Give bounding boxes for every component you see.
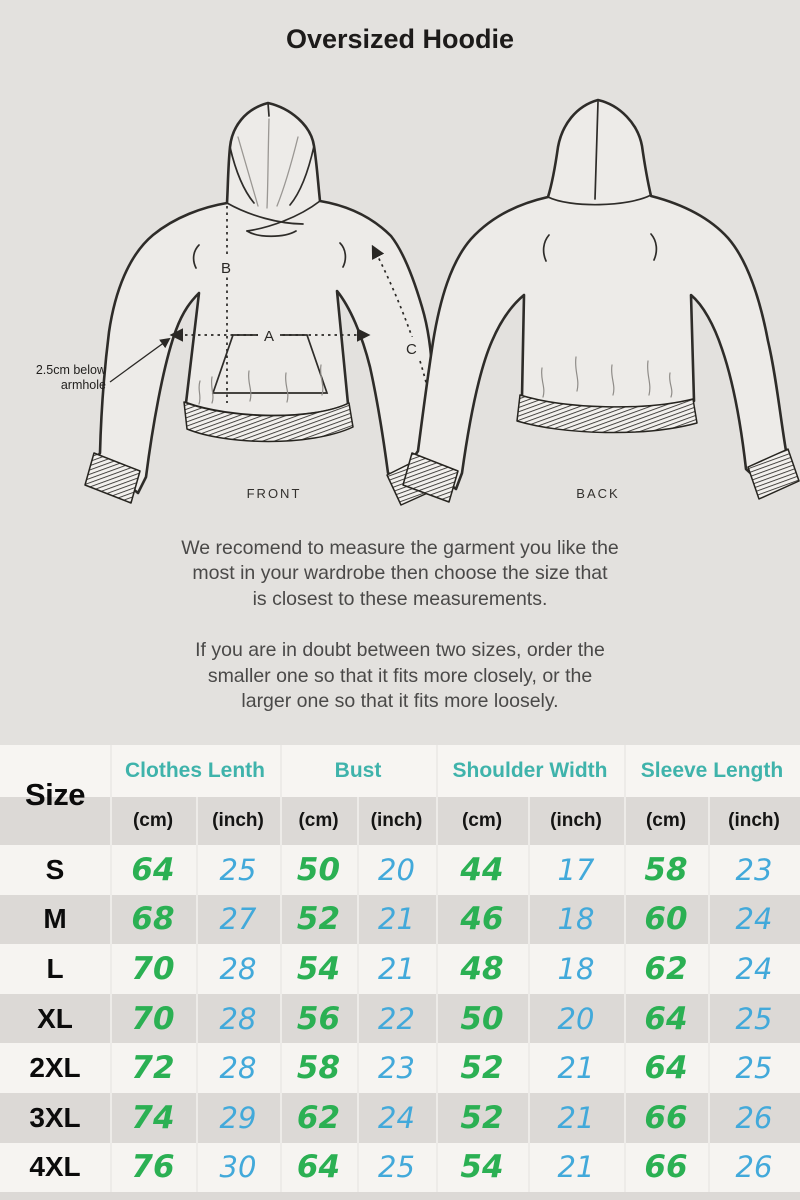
size-value-cell: 20: [357, 845, 436, 895]
back-view-label: BACK: [576, 486, 620, 501]
size-value-cell: 64: [110, 845, 196, 895]
back-hoodie-drawing: [403, 100, 799, 502]
size-value-cell: 21: [357, 944, 436, 994]
size-row-4xl: [0, 1143, 800, 1193]
size-value-cell: 24: [708, 895, 800, 945]
measure-label-c: C: [406, 341, 417, 358]
front-hoodie-drawing: [85, 103, 441, 505]
unit-header-cm: (cm): [624, 797, 708, 845]
size-value-cell: 68: [110, 895, 196, 945]
size-value-cell: 52: [436, 1093, 528, 1143]
size-value-cell: 50: [280, 845, 357, 895]
size-row-label: 2XL: [29, 1052, 81, 1084]
unit-header-inch: (inch): [196, 797, 280, 845]
size-value-cell: 46: [436, 895, 528, 945]
size-value-cell: 29: [196, 1093, 280, 1143]
instruction-line: most in your wardrobe then choose the size that: [192, 562, 608, 585]
size-value-cell: 74: [110, 1093, 196, 1143]
size-value-cell: 28: [196, 944, 280, 994]
size-row-label: S: [45, 853, 65, 885]
instruction-paragraph-1: [0, 536, 800, 612]
size-value-cell: 64: [624, 994, 708, 1044]
size-row-xl: [0, 994, 800, 1044]
annotation-line-1: 2.5cm below: [35, 363, 106, 377]
size-row-m: [0, 895, 800, 945]
column-group-clothes-length: Clothes Lenth: [110, 745, 280, 797]
size-row-s: [0, 845, 800, 895]
size-value-cell: 20: [528, 994, 624, 1044]
size-value-cell: 64: [624, 1043, 708, 1093]
size-value-cell: 70: [110, 994, 196, 1044]
size-value-cell: 58: [280, 1043, 357, 1093]
size-row-label: 3XL: [29, 1101, 81, 1133]
size-value-cell: 25: [708, 1043, 800, 1093]
size-value-cell: 21: [357, 895, 436, 945]
unit-header-cm: (cm): [280, 797, 357, 845]
size-value-cell: 25: [357, 1143, 436, 1193]
size-value-cell: 60: [624, 895, 708, 945]
size-value-cell: 56: [280, 994, 357, 1044]
size-row-label: L: [46, 952, 64, 984]
hoodie-measurement-diagram: [0, 85, 800, 520]
size-value-cell: 54: [436, 1143, 528, 1193]
size-value-cell: 26: [708, 1143, 800, 1193]
size-row-label: XL: [37, 1002, 73, 1034]
size-value-cell: 22: [357, 994, 436, 1044]
size-value-cell: 58: [624, 845, 708, 895]
size-value-cell: 18: [528, 895, 624, 945]
size-value-cell: 24: [708, 944, 800, 994]
size-value-cell: 50: [436, 994, 528, 1044]
instruction-line: smaller one so that it fits more closely, or the: [207, 664, 593, 687]
size-value-cell: 18: [528, 944, 624, 994]
size-value-cell: 21: [528, 1043, 624, 1093]
size-row-l: [0, 944, 800, 994]
size-value-cell: 21: [528, 1093, 624, 1143]
size-value-cell: 25: [708, 994, 800, 1044]
unit-header-inch: (inch): [708, 797, 800, 845]
size-value-cell: 17: [528, 845, 624, 895]
size-value-cell: 30: [196, 1143, 280, 1193]
size-row-3xl: [0, 1093, 800, 1143]
size-row-label: M: [43, 903, 67, 935]
size-value-cell: 64: [280, 1143, 357, 1193]
size-value-cell: 72: [110, 1043, 196, 1093]
size-value-cell: 70: [110, 944, 196, 994]
instruction-line: is closest to these measurements.: [252, 587, 548, 610]
size-value-cell: 21: [528, 1143, 624, 1193]
instruction-line: If you are in doubt between two sizes, order the: [195, 639, 605, 662]
unit-header-cm: (cm): [110, 797, 196, 845]
size-value-cell: 24: [357, 1093, 436, 1143]
size-row-label: 4XL: [29, 1151, 81, 1183]
size-value-cell: 48: [436, 944, 528, 994]
size-value-cell: 28: [196, 1043, 280, 1093]
page-title: Oversized Hoodie: [285, 24, 515, 54]
instruction-line: larger one so that it fits more loosely.: [241, 690, 559, 713]
annotation-line-2: armhole: [60, 378, 106, 392]
size-chart-header: [0, 745, 800, 845]
instruction-line: We recomend to measure the garment you like the: [181, 537, 619, 559]
size-row-2xl: [0, 1043, 800, 1093]
size-value-cell: 52: [280, 895, 357, 945]
measure-label-b: B: [221, 260, 232, 277]
front-view-label: FRONT: [246, 486, 302, 501]
size-value-cell: 44: [436, 845, 528, 895]
size-value-cell: 25: [196, 845, 280, 895]
size-value-cell: 62: [624, 944, 708, 994]
size-value-cell: 27: [196, 895, 280, 945]
column-group-bust: Bust: [280, 745, 436, 797]
size-value-cell: 62: [280, 1093, 357, 1143]
unit-header-inch: (inch): [357, 797, 436, 845]
size-value-cell: 23: [357, 1043, 436, 1093]
column-group-sleeve-length: Sleeve Length: [624, 745, 800, 797]
size-value-cell: 66: [624, 1143, 708, 1193]
unit-header-inch: (inch): [528, 797, 624, 845]
size-value-cell: 66: [624, 1093, 708, 1143]
unit-header-cm: (cm): [436, 797, 528, 845]
hoodie-line-art: [0, 85, 800, 520]
measuring-instructions: [0, 536, 800, 740]
column-group-shoulder-width: Shoulder Width: [436, 745, 624, 797]
measure-label-a: A: [264, 328, 275, 345]
size-value-cell: 26: [708, 1093, 800, 1143]
size-column-header: Size: [24, 777, 86, 812]
size-value-cell: 23: [708, 845, 800, 895]
table-bottom-strip: [0, 1192, 800, 1200]
instruction-paragraph-2: [0, 638, 800, 714]
size-value-cell: 52: [436, 1043, 528, 1093]
size-value-cell: 28: [196, 994, 280, 1044]
size-value-cell: 76: [110, 1143, 196, 1193]
size-value-cell: 54: [280, 944, 357, 994]
size-chart-table: [0, 745, 800, 1200]
